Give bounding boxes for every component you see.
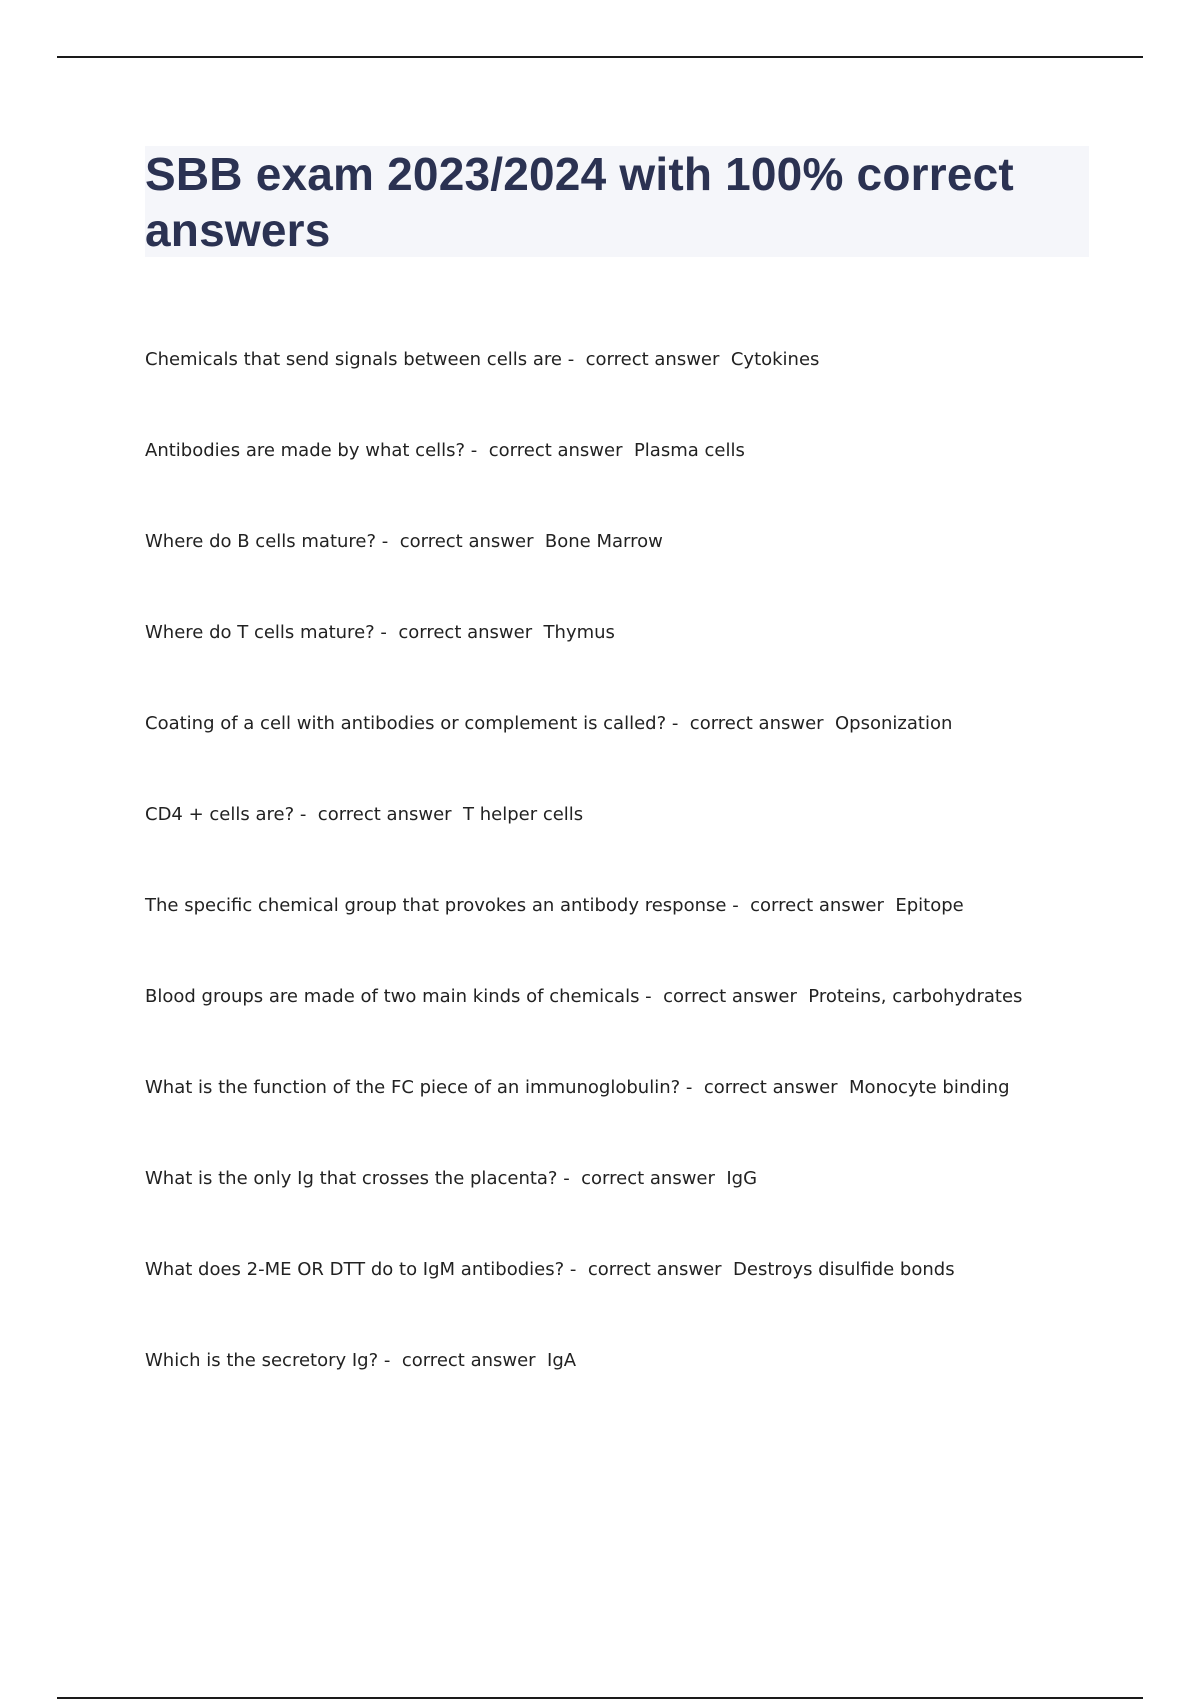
list-item: CD4 + cells are? - correct answer T helper cells: [145, 804, 584, 825]
title-block: [145, 146, 1089, 257]
list-item: Where do B cells mature? - correct answer Bone Marrow: [145, 531, 663, 552]
list-item: Coating of a cell with antibodies or complement is called? - correct answer Opsonization: [145, 713, 953, 734]
list-item: The specific chemical group that provokes an antibody response - correct answer Epitope: [145, 895, 964, 916]
bottom-rule: [57, 1697, 1143, 1699]
list-item: Which is the secretory Ig? - correct answer IgA: [145, 1350, 577, 1371]
list-item: Where do T cells mature? - correct answer Thymus: [145, 622, 615, 643]
top-rule: [57, 56, 1143, 58]
list-item: Blood groups are made of two main kinds of chemicals - correct answer Proteins, carbohydrates: [145, 986, 1023, 1007]
list-item: What is the function of the FC piece of an immunoglobulin? - correct answer Monocyte binding: [145, 1077, 1010, 1098]
list-item: Antibodies are made by what cells? - correct answer Plasma cells: [145, 440, 745, 461]
question-answer-list: [145, 346, 1145, 1438]
list-item: Chemicals that send signals between cells are - correct answer Cytokines: [145, 349, 820, 370]
list-item: What is the only Ig that crosses the placenta? - correct answer IgG: [145, 1168, 758, 1189]
page-title: SBB exam 2023/2024 with 100% correct answers: [145, 148, 1014, 256]
list-item: What does 2-ME OR DTT do to IgM antibodies? - correct answer Destroys disulfide bonds: [145, 1259, 955, 1280]
